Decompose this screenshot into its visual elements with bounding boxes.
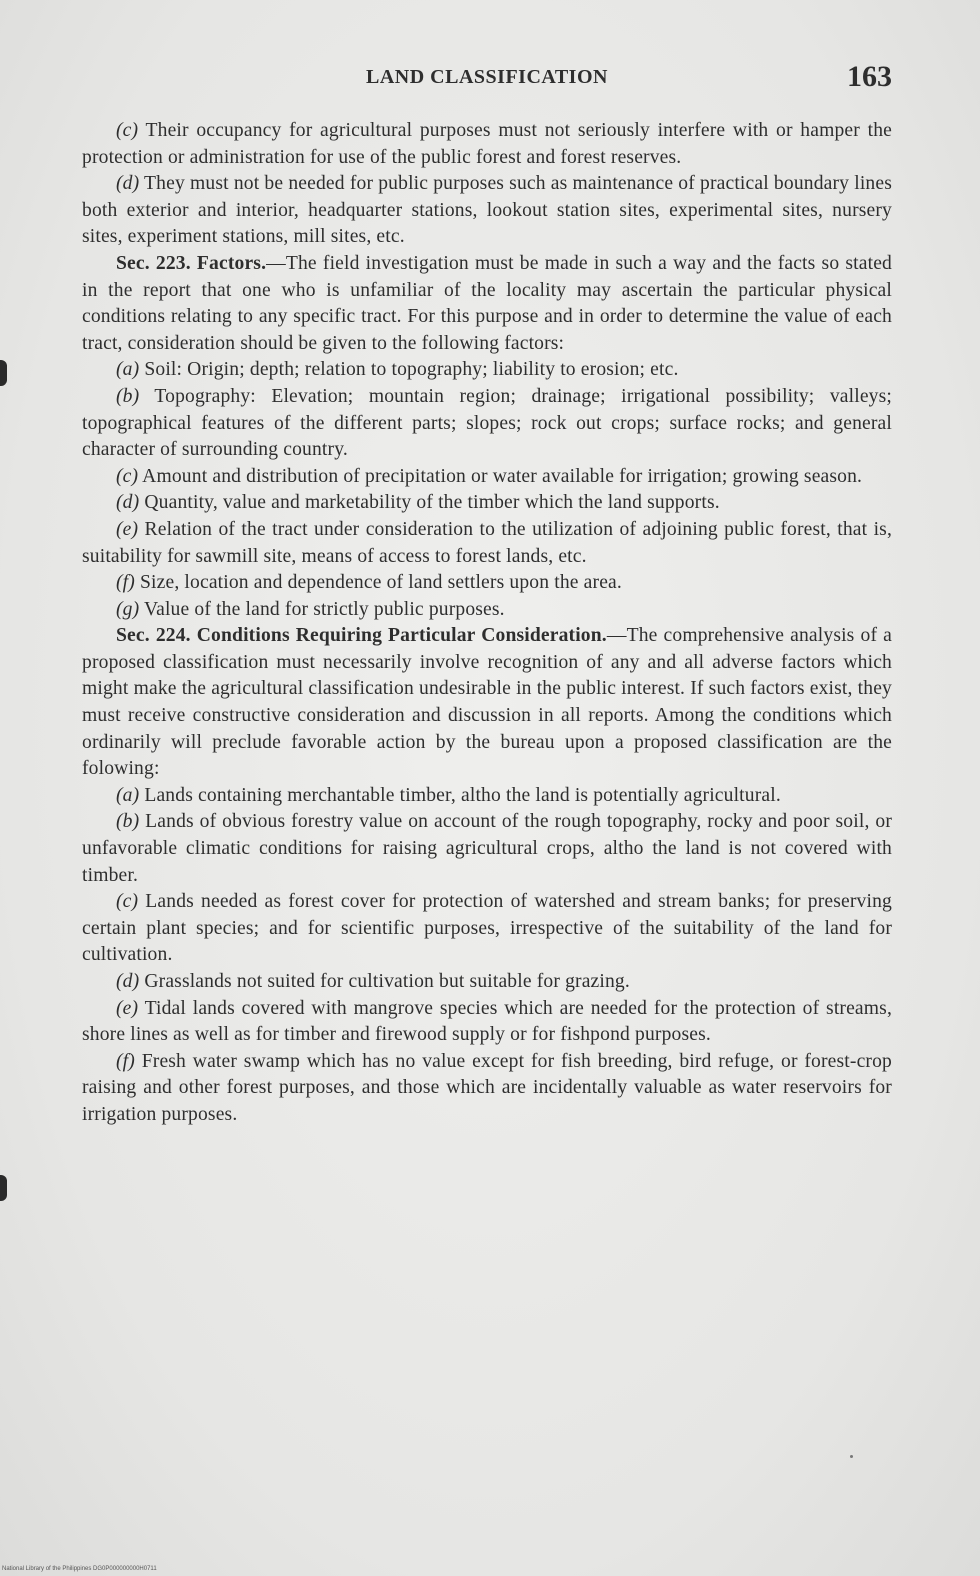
item-label: (c) <box>116 465 139 487</box>
paragraph-text: Amount and distribution of precipitation or water available for irrigation; growing season. <box>138 465 863 487</box>
item-label: (c) <box>116 120 139 141</box>
dust-speck <box>850 1455 853 1458</box>
binding-hole-mark <box>0 1175 7 1201</box>
running-title: LAND CLASSIFICATION <box>366 66 608 88</box>
item-label: (f) <box>116 1050 135 1072</box>
paragraph <box>82 783 892 810</box>
paragraph-text: Soil: Origin; depth; relation to topography; liability to erosion; etc. <box>139 359 679 381</box>
paragraph <box>82 996 892 1049</box>
item-label: (d) <box>116 492 140 514</box>
paragraph <box>82 809 892 889</box>
item-label: (d) <box>116 173 140 195</box>
item-label: (d) <box>116 971 140 992</box>
section-paragraph <box>82 623 892 783</box>
paragraph-text: Lands needed as forest cover for protection of watershed and stream banks; for preserving certain plant species; and for scientific purposes, irrespective of the suitability of the land for cultivation. <box>82 891 892 966</box>
paragraph-text: Their occupancy for agricultural purposes must not seriously interfere with or hamper the protection or administration for use of the public forest and forest reserves. <box>82 120 892 168</box>
paragraph <box>82 517 892 570</box>
paragraph-text: Lands containing merchantable timber, altho the land is potentially agricultural. <box>139 784 781 806</box>
paragraph <box>82 969 892 996</box>
paragraph-text: Size, location and dependence of land settlers upon the area. <box>134 572 622 594</box>
paragraph <box>82 118 892 171</box>
section-heading: Sec. 224. Conditions Requiring Particular Consideration. <box>116 625 607 647</box>
paragraph <box>82 384 892 464</box>
paragraph <box>82 357 892 384</box>
paragraph <box>82 570 892 597</box>
item-label: (b) <box>116 385 140 407</box>
item-label: (g) <box>116 598 140 620</box>
paragraph <box>82 171 892 251</box>
paragraph-text: They must not be needed for public purposes such as maintenance of practical boundary lines both exterior and interior, headquarter stations, lookout station sites, experimental sites, nursery sites, experiment stations, mill sites, etc. <box>82 173 892 248</box>
section-paragraph <box>82 251 892 357</box>
page-number: 163 <box>847 60 892 93</box>
paragraph <box>82 597 892 624</box>
item-label: (c) <box>116 891 139 913</box>
paragraph-text: Value of the land for strictly public purposes. <box>139 598 505 620</box>
paragraph-text: —The field investigation must be made in such a way and the facts so stated in the report that one who is unfamiliar of the locality may ascertain the particular physical conditions relating to any specific tract. For this purpose and in order to determine the value of each tract, consideration should be given to the following factors: <box>82 252 892 354</box>
scan-credit: National Library of the Philippines DG0P000000000H0711 <box>2 1566 157 1572</box>
paragraph-text: Grasslands not suited for cultivation but suitable for grazing. <box>139 971 630 992</box>
paragraph-text: Fresh water swamp which has no value except for fish breeding, bird refuge, or forest-crop raising and other forest purposes, and those which are incidentally valuable as water reservoirs for irrigation purposes. <box>82 1050 892 1125</box>
item-label: (e) <box>116 997 139 1019</box>
paragraph <box>82 1049 892 1129</box>
paragraph-text: Lands of obvious forestry value on account of the rough topography, rocky and poor soil, or unfavorable climatic conditions for raising agricultural crops, altho the land is not covered with timber. <box>82 811 892 886</box>
page-header <box>82 60 892 100</box>
item-label: (a) <box>116 359 140 381</box>
paragraph-text: Tidal lands covered with mangrove species which are needed for the protection of streams, shore lines as well as for timber and firewood supply or for fishpond purposes. <box>82 997 892 1046</box>
binding-hole-mark <box>0 360 7 386</box>
item-label: (a) <box>116 784 140 806</box>
section-heading: Sec. 223. Factors. <box>116 252 267 274</box>
body-text <box>82 118 892 1129</box>
item-label: (b) <box>116 811 140 833</box>
paragraph-text: Relation of the tract under consideration to the utilization of adjoining public forest, that is, suitability for sawmill site, means of access to forest lands, etc. <box>82 518 892 567</box>
item-label: (f) <box>116 572 135 594</box>
paragraph <box>82 889 892 969</box>
paragraph <box>82 464 892 491</box>
item-label: (e) <box>116 518 139 540</box>
paragraph-text: Topography: Elevation; mountain region; drainage; irrigational possibility; valleys; topographical features of the different parts; slopes; rock out crops; surface rocks; and general character of surrounding country. <box>82 385 892 461</box>
paragraph-text: —The comprehensive analysis of a proposed classification must necessarily involve recognition of any and all adverse factors which might make the agricultural classification undesirable in the public interest. If such factors exist, they must receive constructive consideration and discussion in all reports. Among the conditions which ordinarily will preclude favorable action by the bureau upon a proposed classification are the folowing: <box>82 625 892 780</box>
paragraph <box>82 490 892 517</box>
paragraph-text: Quantity, value and marketability of the timber which the land supports. <box>139 492 720 514</box>
